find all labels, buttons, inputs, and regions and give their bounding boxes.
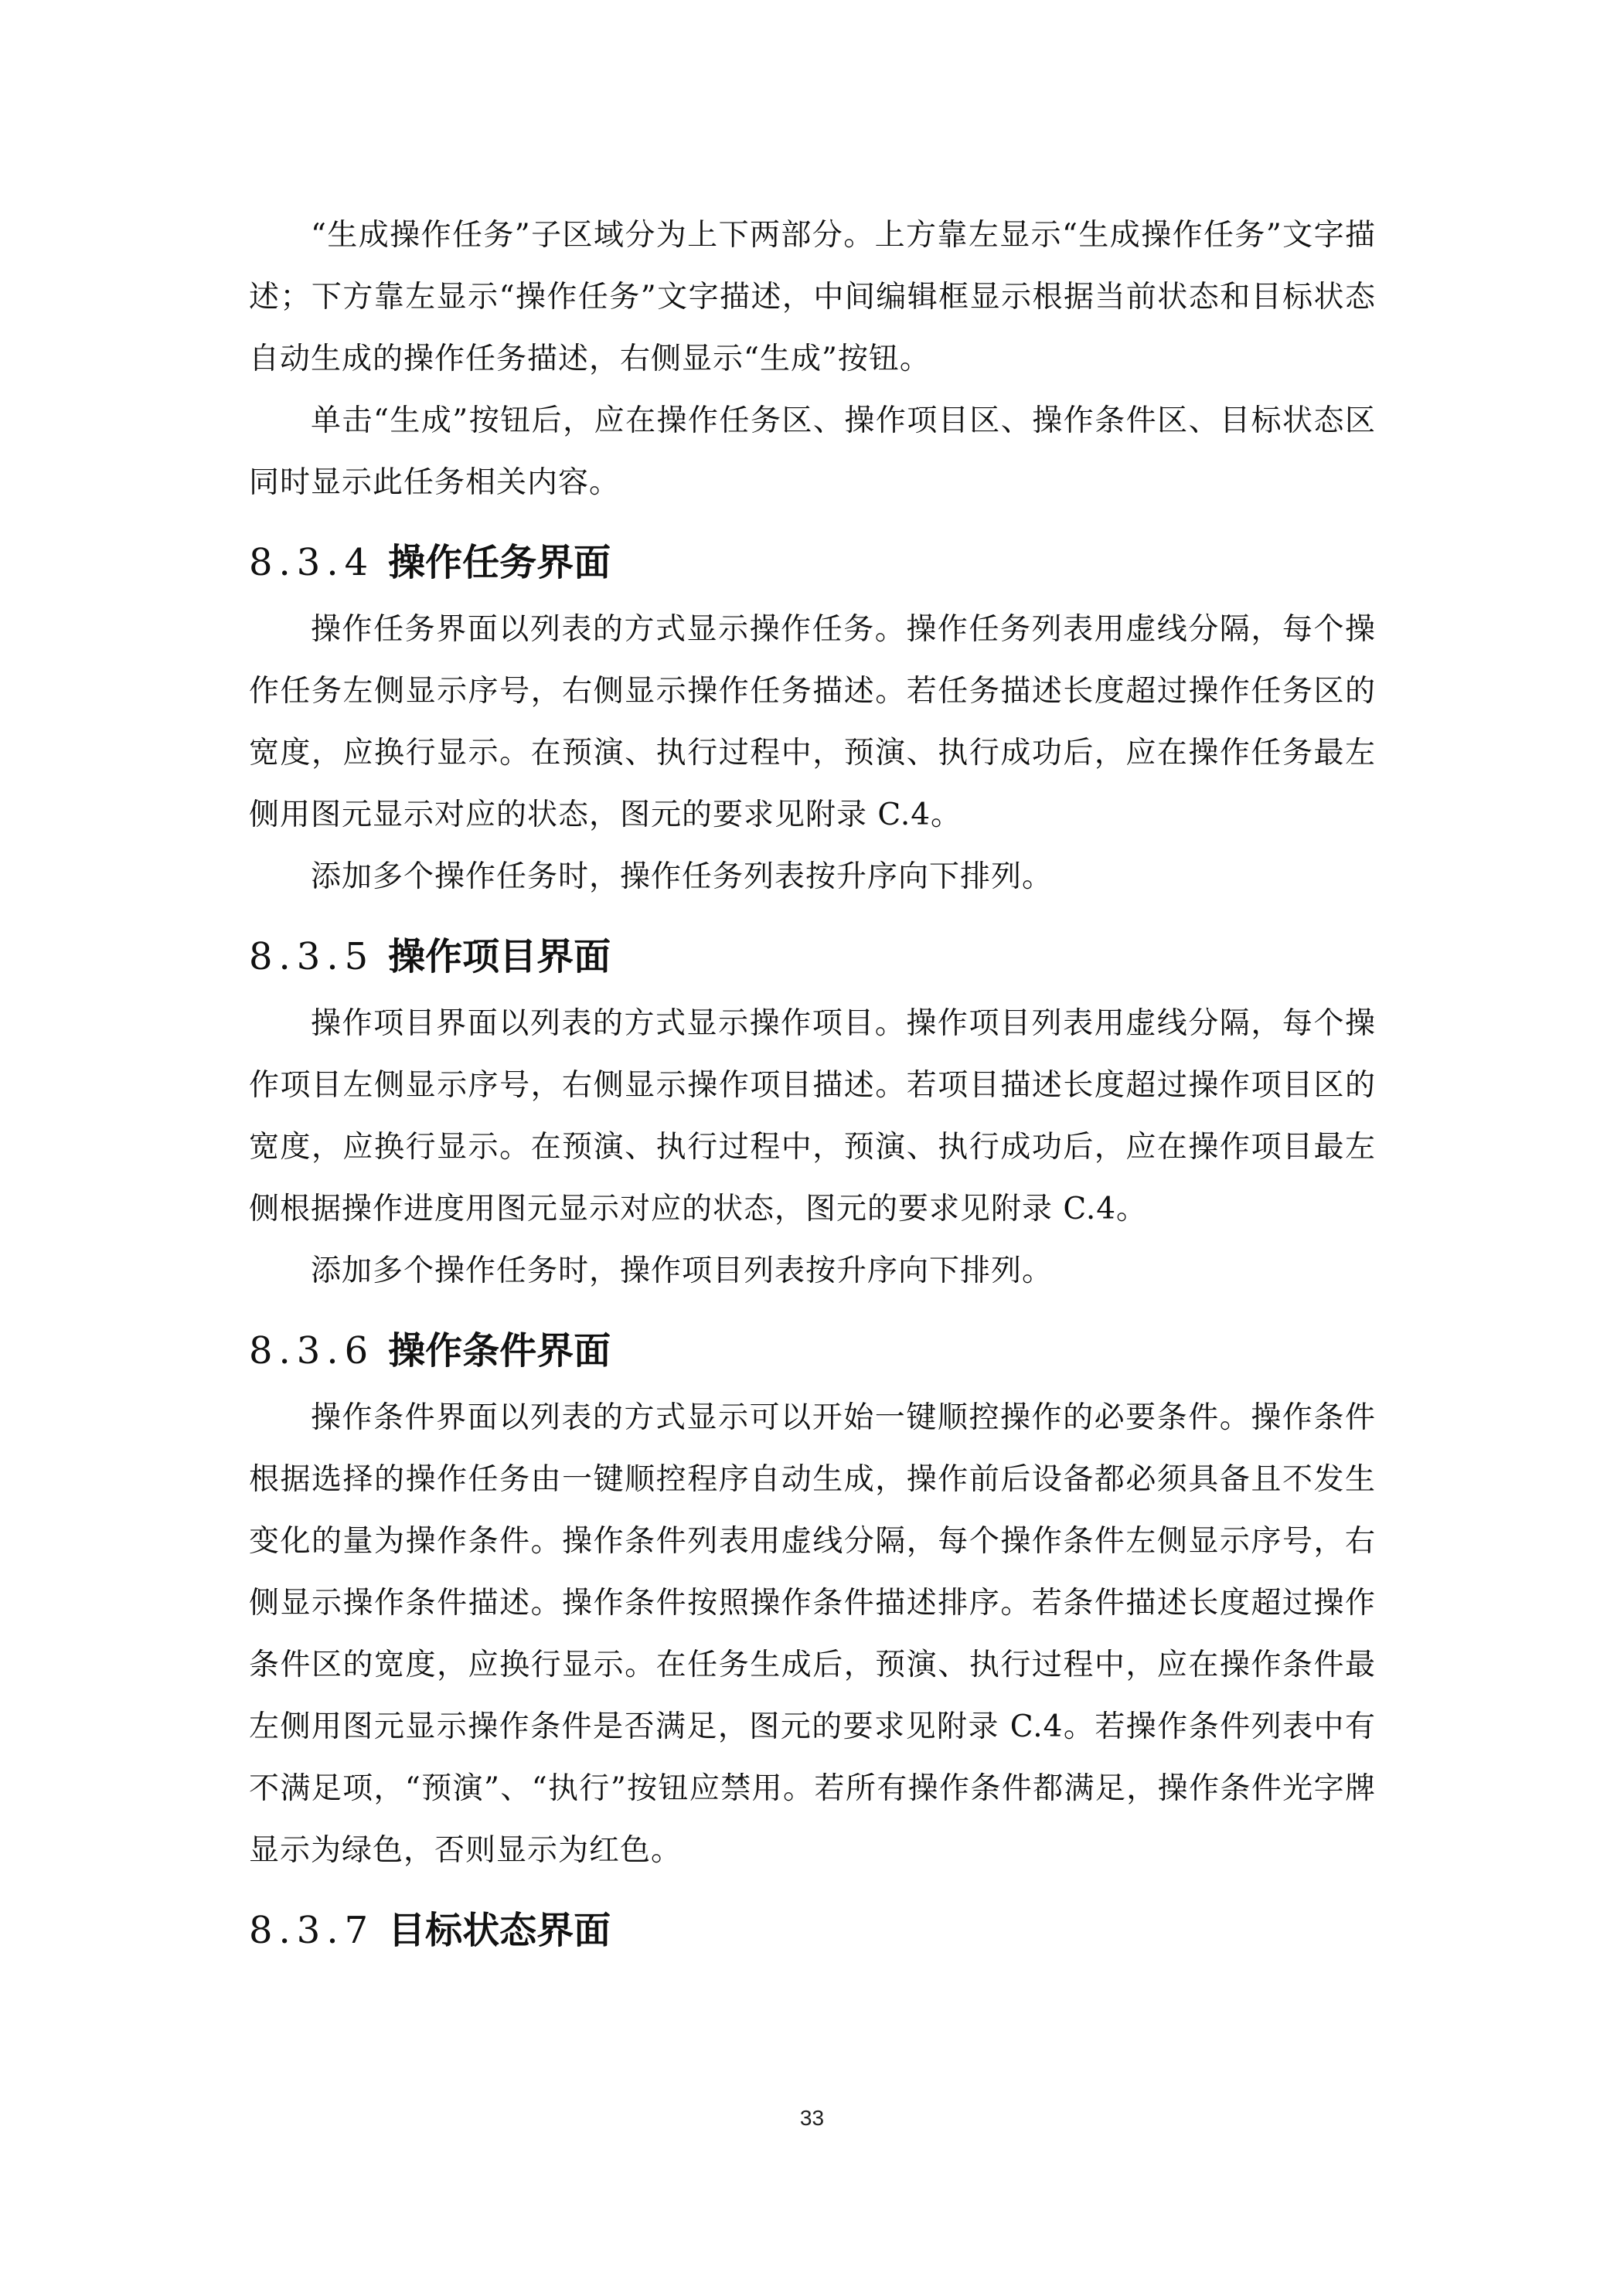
page-content	[249, 205, 1376, 1967]
section-8-3-4	[249, 536, 1376, 908]
page-number: 33	[799, 2106, 825, 2130]
section-paragraph: 添加多个操作任务时，操作任务列表按升序向下排列。	[311, 859, 1054, 894]
section-heading	[249, 1324, 1376, 1378]
section-number: 8.3.7	[249, 1909, 375, 1952]
section-8-3-7	[249, 1903, 1376, 1958]
section-title: 操作任务界面	[388, 541, 611, 584]
section-title: 操作项目界面	[388, 935, 611, 978]
section-paragraph: 操作任务界面以列表的方式显示操作任务。操作任务列表用虚线分隔，每个操作任务左侧显示序号，右侧显示操作任务描述。若任务描述长度超过操作任务区的宽度，应换行显示。在预演、执行过程中，预演、执行成功后，应在操作任务最左侧用图元显示对应的状态，图元的要求见附录 C.4。	[249, 612, 1376, 832]
section-paragraph: 操作项目界面以列表的方式显示操作项目。操作项目列表用虚线分隔，每个操作项目左侧显示序号，右侧显示操作项目描述。若项目描述长度超过操作项目区的宽度，应换行显示。在预演、执行过程中，预演、执行成功后，应在操作项目最左侧根据操作进度用图元显示对应的状态，图元的要求见附录 C.4。	[249, 1006, 1376, 1226]
section-paragraph: 操作条件界面以列表的方式显示可以开始一键顺控操作的必要条件。操作条件根据选择的操作任务由一键顺控程序自动生成，操作前后设备都必须具备且不发生变化的量为操作条件。操作条件列表用虚线分隔，每个操作条件左侧显示序号，右侧显示操作条件描述。操作条件按照操作条件描述排序。若条件描述长度超过操作条件区的宽度，应换行显示。在任务生成后，预演、执行过程中，应在操作条件最左侧用图元显示操作条件是否满足，图元的要求见附录 C.4。若操作条件列表中有不满足项，“预演”、“执行”按钮应禁用。若所有操作条件都满足，操作条件光字牌显示为绿色，否则显示为红色。	[249, 1400, 1376, 1868]
section-title: 目标状态界面	[388, 1909, 611, 1952]
section-8-3-6	[249, 1324, 1376, 1882]
intro-paragraph-1: “生成操作任务”子区域分为上下两部分。上方靠左显示“生成操作任务”文字描述；下方靠左显示“操作任务”文字描述，中间编辑框显示根据当前状态和目标状态自动生成的操作任务描述，右侧显示“生成”按钮。	[249, 218, 1376, 376]
section-title: 操作条件界面	[388, 1329, 611, 1372]
section-number: 8.3.6	[249, 1329, 375, 1372]
section-heading	[249, 1903, 1376, 1958]
section-heading	[249, 930, 1376, 984]
intro-paragraph-2: 单击“生成”按钮后，应在操作任务区、操作项目区、操作条件区、目标状态区同时显示此任务相关内容。	[249, 403, 1376, 500]
section-8-3-5	[249, 930, 1376, 1302]
section-number: 8.3.4	[249, 541, 375, 584]
section-number: 8.3.5	[249, 935, 375, 978]
section-heading	[249, 536, 1376, 590]
section-paragraph: 添加多个操作任务时，操作项目列表按升序向下排列。	[311, 1253, 1054, 1288]
